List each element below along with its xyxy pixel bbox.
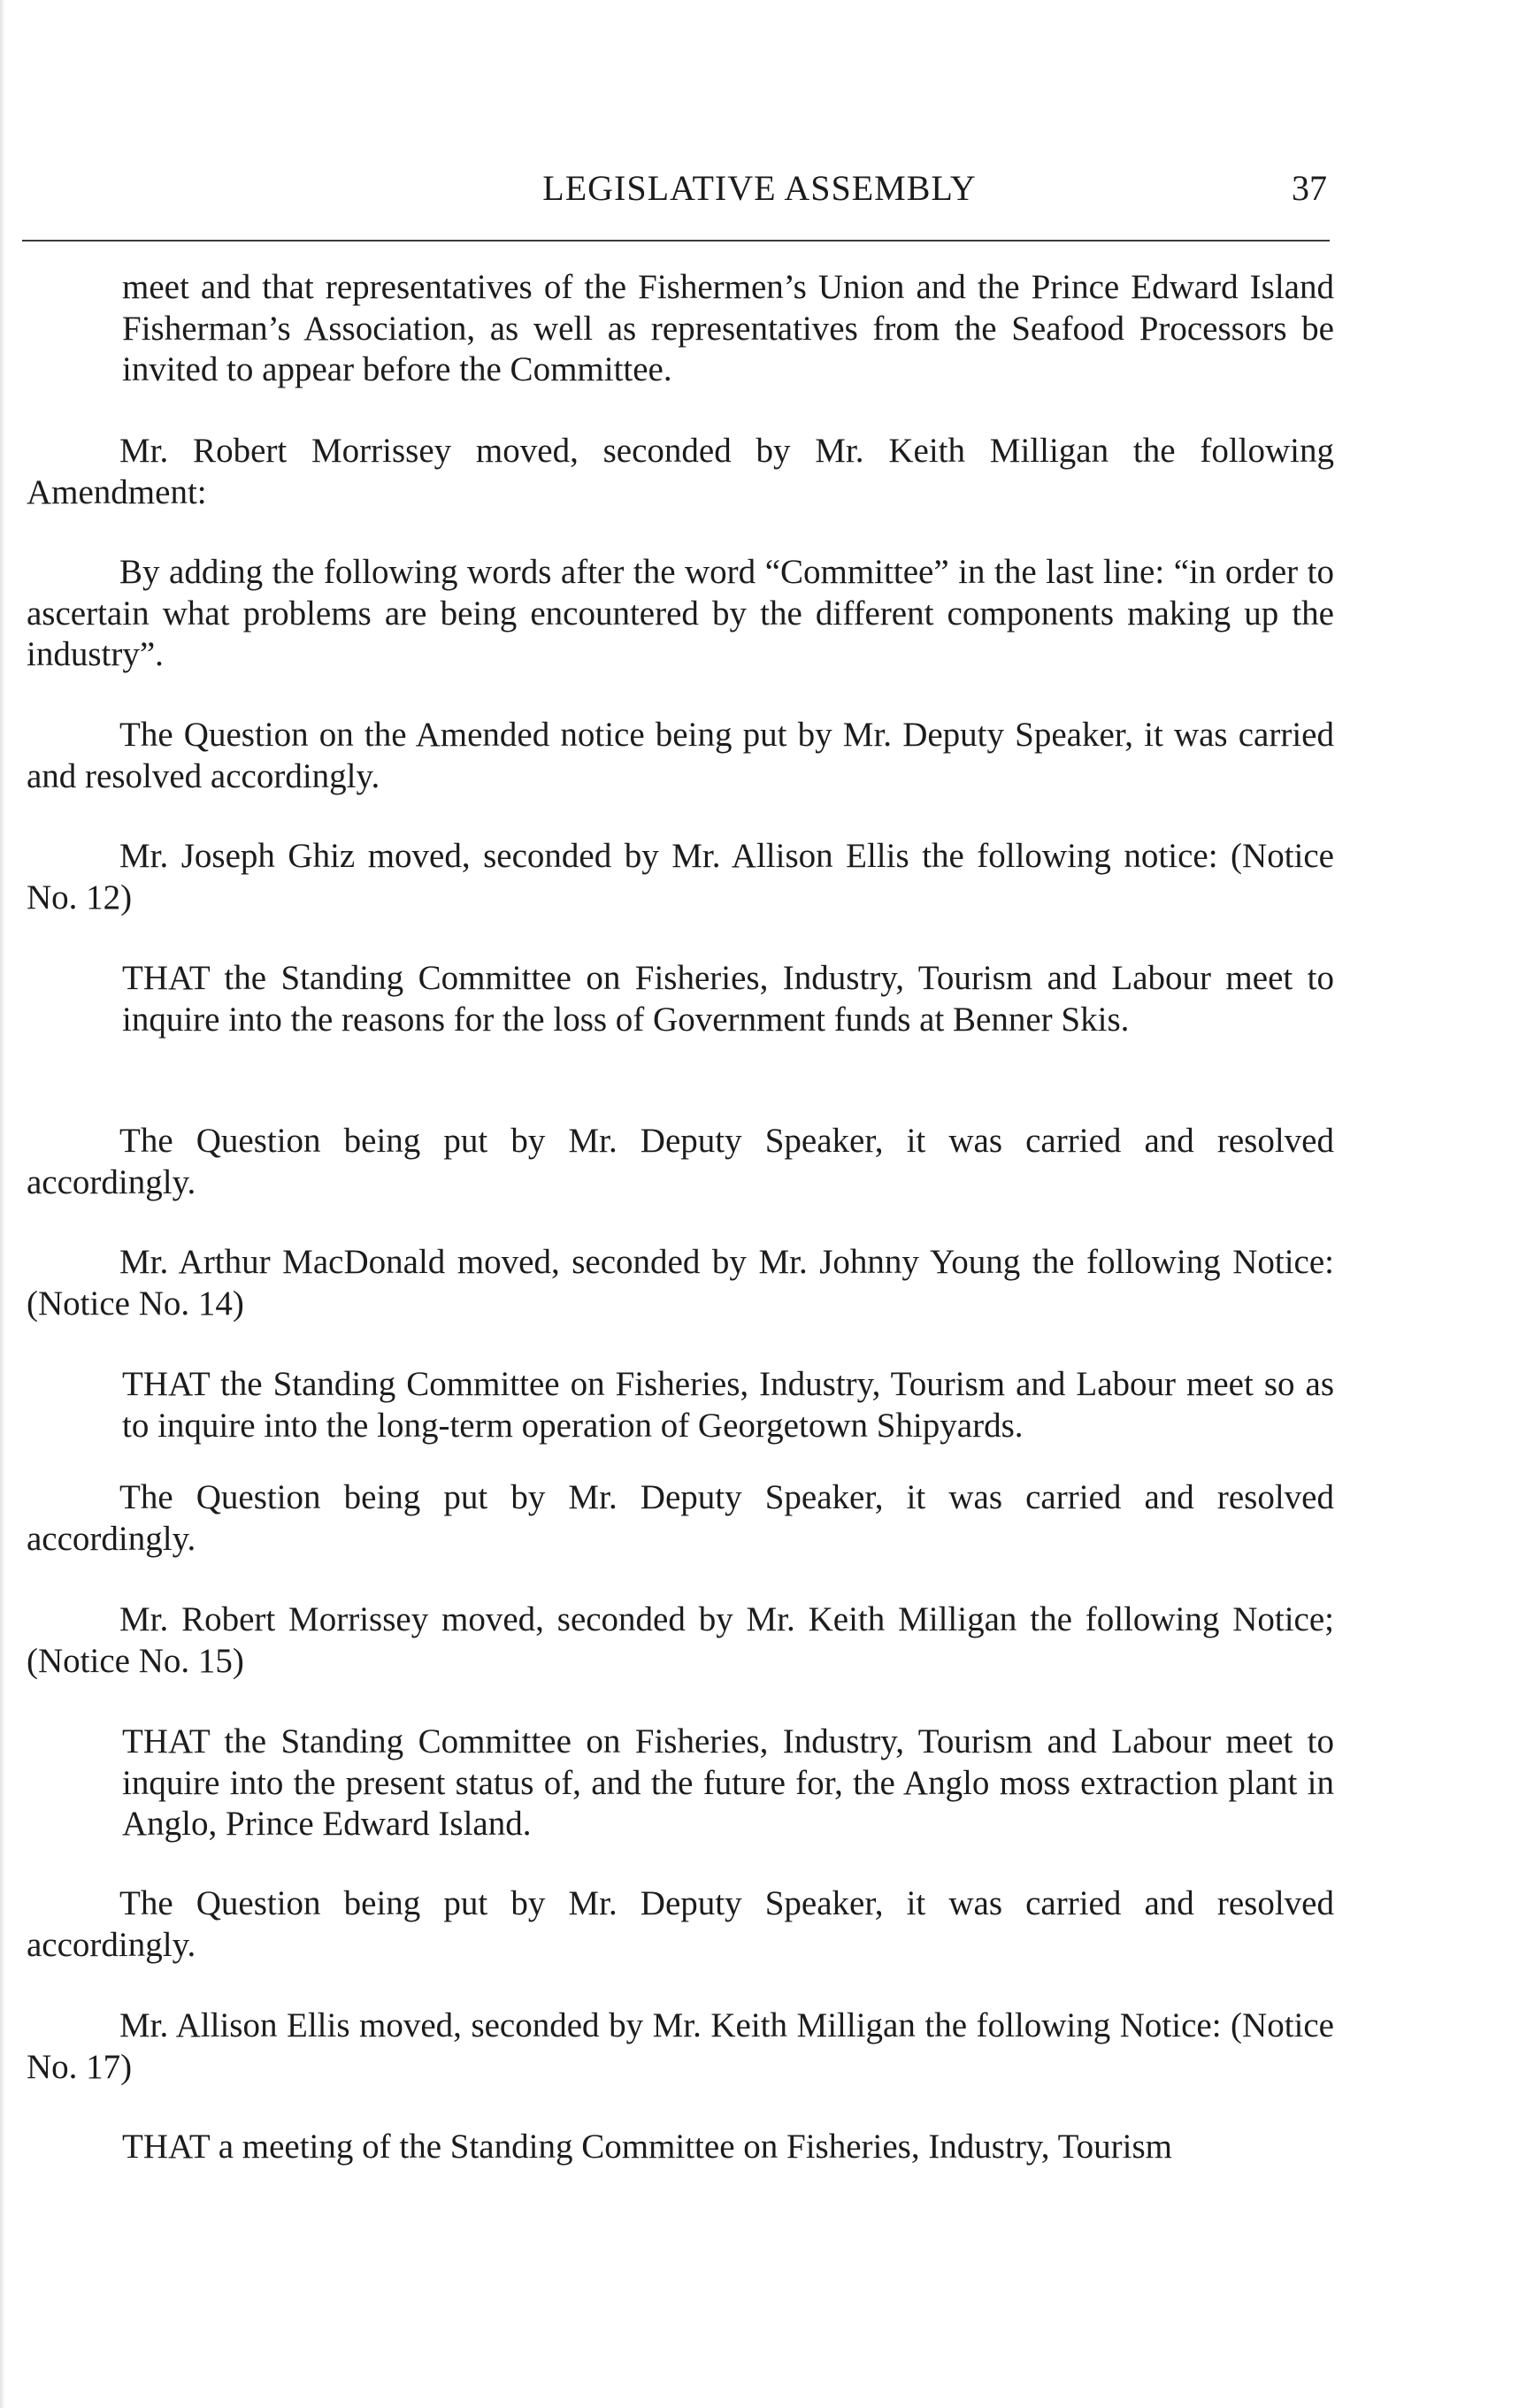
page-number: 37 <box>1292 168 1327 208</box>
header-rule <box>22 240 1330 242</box>
paragraph-question: The Question being put by Mr. Deputy Speaker, it was carried and resolved accordingly. <box>27 1122 1334 1201</box>
paragraph-motion: Mr. Arthur MacDonald moved, seconded by Mr. Johnny Young the following Notice: (Notice No. 14) <box>27 1243 1334 1323</box>
paragraph-amendment: By adding the following words after the word “Committee” in the last line: “in order to ascertain what problems are being encountered by the different components making up the industry”. <box>27 553 1334 673</box>
paragraph-question: The Question on the Amended notice being put by Mr. Deputy Speaker, it was carried and resolved accordingly. <box>27 716 1334 795</box>
paragraph-question: The Question being put by Mr. Deputy Speaker, it was carried and resolved accordingly. <box>27 1478 1334 1558</box>
paragraph-motion: Mr. Robert Morrissey moved, seconded by Mr. Keith Milligan the following Amendment: <box>27 432 1334 511</box>
paragraph-motion: Mr. Joseph Ghiz moved, seconded by Mr. Allison Ellis the following notice: (Notice No. 12) <box>27 837 1334 916</box>
paragraph-notice-text: THAT a meeting of the Standing Committee on Fisheries, Industry, Tourism <box>122 2128 1173 2166</box>
paragraph-motion: Mr. Allison Ellis moved, seconded by Mr. Keith Milligan the following Notice: (Notice No. 17) <box>27 2006 1334 2086</box>
paragraph-notice-text: THAT the Standing Committee on Fisheries, Industry, Tourism and Labour meet so as to inquire into the long-term operation of Georgetown Shipyards. <box>122 1365 1334 1445</box>
paragraph-motion: Mr. Robert Morrissey moved, seconded by Mr. Keith Milligan the following Notice; (Notice No. 15) <box>27 1600 1334 1680</box>
page-edge-shadow <box>0 0 5 2408</box>
paragraph-notice-text: THAT the Standing Committee on Fisheries, Industry, Tourism and Labour meet to inquire into the present status of, and the future for, the Anglo moss extraction plant in Anglo, Prince Edward Island. <box>122 1722 1334 1843</box>
paragraph-question: The Question being put by Mr. Deputy Speaker, it was carried and resolved accordingly. <box>27 1884 1334 1964</box>
running-header-title: LEGISLATIVE ASSEMBLY <box>542 168 977 208</box>
paragraph-continuation: meet and that representatives of the Fishermen’s Union and the Prince Edward Island Fisherman’s Association, as well as representatives from the Seafood Processors be invited to appear before the Committee. <box>122 268 1334 388</box>
paragraph-notice-text: THAT the Standing Committee on Fisheries, Industry, Tourism and Labour meet to inquire into the reasons for the loss of Government funds at Benner Skis. <box>122 959 1334 1039</box>
